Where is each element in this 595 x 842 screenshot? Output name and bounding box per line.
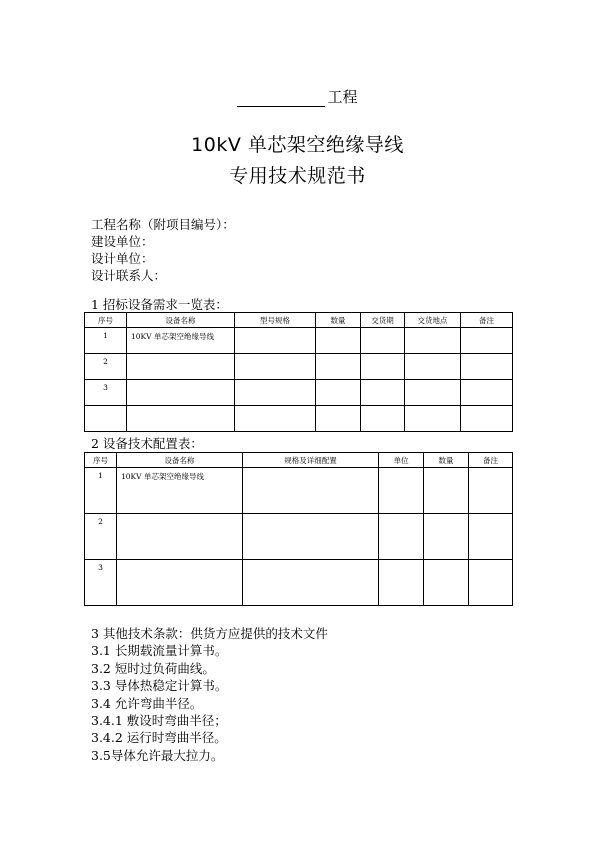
header-cell: 数量 (424, 453, 469, 468)
table-cell (127, 354, 235, 380)
table-cell (361, 328, 405, 354)
header-cell: 型号规格 (235, 313, 316, 328)
table-cell (361, 380, 405, 406)
table-cell (379, 468, 424, 514)
table-cell (235, 328, 316, 354)
header-cell: 序号 (85, 453, 117, 468)
header-cell: 交货地点 (405, 313, 461, 328)
table-row (85, 468, 513, 514)
table-cell (405, 328, 461, 354)
table-cell (85, 406, 127, 432)
doc-title-line1: 10kV 单芯架空绝缘导线 (191, 134, 404, 156)
table-cell (127, 380, 235, 406)
header-cell: 备注 (469, 453, 513, 468)
table-cell (243, 514, 379, 560)
table-row (85, 406, 513, 432)
header-cell: 备注 (461, 313, 513, 328)
table-cell: 1 (85, 328, 127, 354)
project-header (0, 86, 595, 107)
table-cell (469, 468, 513, 514)
table-cell (243, 468, 379, 514)
other-terms-heading: 3 其他技术条款：供货方应提供的技术文件 (91, 626, 328, 641)
table-cell (361, 406, 405, 432)
table-cell (127, 406, 235, 432)
table-row (85, 514, 513, 560)
table-cell (405, 380, 461, 406)
table-header-row (85, 313, 513, 328)
table-cell (235, 354, 316, 380)
table-cell (361, 354, 405, 380)
table-cell (235, 406, 316, 432)
info-design-contact: 设计联系人： (91, 268, 167, 283)
table-cell: 10KV 单芯架空绝缘导线 (127, 328, 235, 354)
table-cell (424, 560, 469, 606)
table-cell (316, 328, 361, 354)
table-cell (405, 406, 461, 432)
info-project-name: 工程名称（附项目编号）： (91, 217, 235, 232)
header-cell: 设备名称 (117, 453, 243, 468)
table-row (85, 328, 513, 354)
other-terms-item: 3.4.2 运行时弯曲半径。 (91, 730, 227, 746)
table-cell (424, 468, 469, 514)
table-header-row (85, 453, 513, 468)
other-terms-item: 3.2 短时过负荷曲线。 (91, 660, 215, 676)
equipment-config-table (84, 452, 513, 606)
section1-label: 1 招标设备需求一览表： (91, 297, 228, 312)
table-cell: 3 (85, 560, 117, 606)
other-terms-item: 3.5导体允许最大拉力。 (91, 747, 224, 763)
table-cell (469, 560, 513, 606)
table-cell (117, 514, 243, 560)
project-header-suffix: 工程 (327, 88, 358, 106)
header-cell: 交货期 (361, 313, 405, 328)
other-terms-item: 3.4.1 敷设时弯曲半径； (91, 713, 227, 729)
table-cell (424, 514, 469, 560)
other-terms-item: 3.1 长期载流量计算书。 (91, 643, 228, 659)
table-cell (461, 406, 513, 432)
project-info-block (91, 216, 235, 284)
table-cell (235, 380, 316, 406)
table-cell (405, 354, 461, 380)
other-terms-block (91, 625, 328, 764)
info-design-unit: 设计单位： (91, 251, 154, 266)
table-cell (461, 328, 513, 354)
table-cell: 2 (85, 354, 127, 380)
info-construction-unit: 建设单位： (91, 234, 154, 249)
header-cell: 序号 (85, 313, 127, 328)
table-cell (243, 560, 379, 606)
header-cell: 单位 (379, 453, 424, 468)
table-row (85, 380, 513, 406)
section2-label: 2 设备技术配置表： (91, 436, 203, 451)
project-name-blank (237, 92, 325, 107)
header-cell: 设备名称 (127, 313, 235, 328)
header-cell: 数量 (316, 313, 361, 328)
table-cell: 2 (85, 514, 117, 560)
table-cell (117, 560, 243, 606)
table-cell: 10KV 单芯架空绝缘导线 (117, 468, 243, 514)
header-cell: 规格及详细配置 (243, 453, 379, 468)
table-row (85, 560, 513, 606)
table-row (85, 354, 513, 380)
table-cell (316, 380, 361, 406)
table-cell (379, 514, 424, 560)
table-cell (379, 560, 424, 606)
other-terms-item: 3.3 导体热稳定计算书。 (91, 678, 228, 694)
equipment-demand-table (84, 312, 513, 432)
table-cell (316, 354, 361, 380)
doc-title-line2: 专用技术规范书 (229, 165, 366, 187)
table-cell (461, 380, 513, 406)
table-cell: 3 (85, 380, 127, 406)
other-terms-item: 3.4 允许弯曲半径。 (91, 695, 203, 711)
table-cell (316, 406, 361, 432)
table-cell (461, 354, 513, 380)
table-cell (469, 514, 513, 560)
table-cell: 1 (85, 468, 117, 514)
